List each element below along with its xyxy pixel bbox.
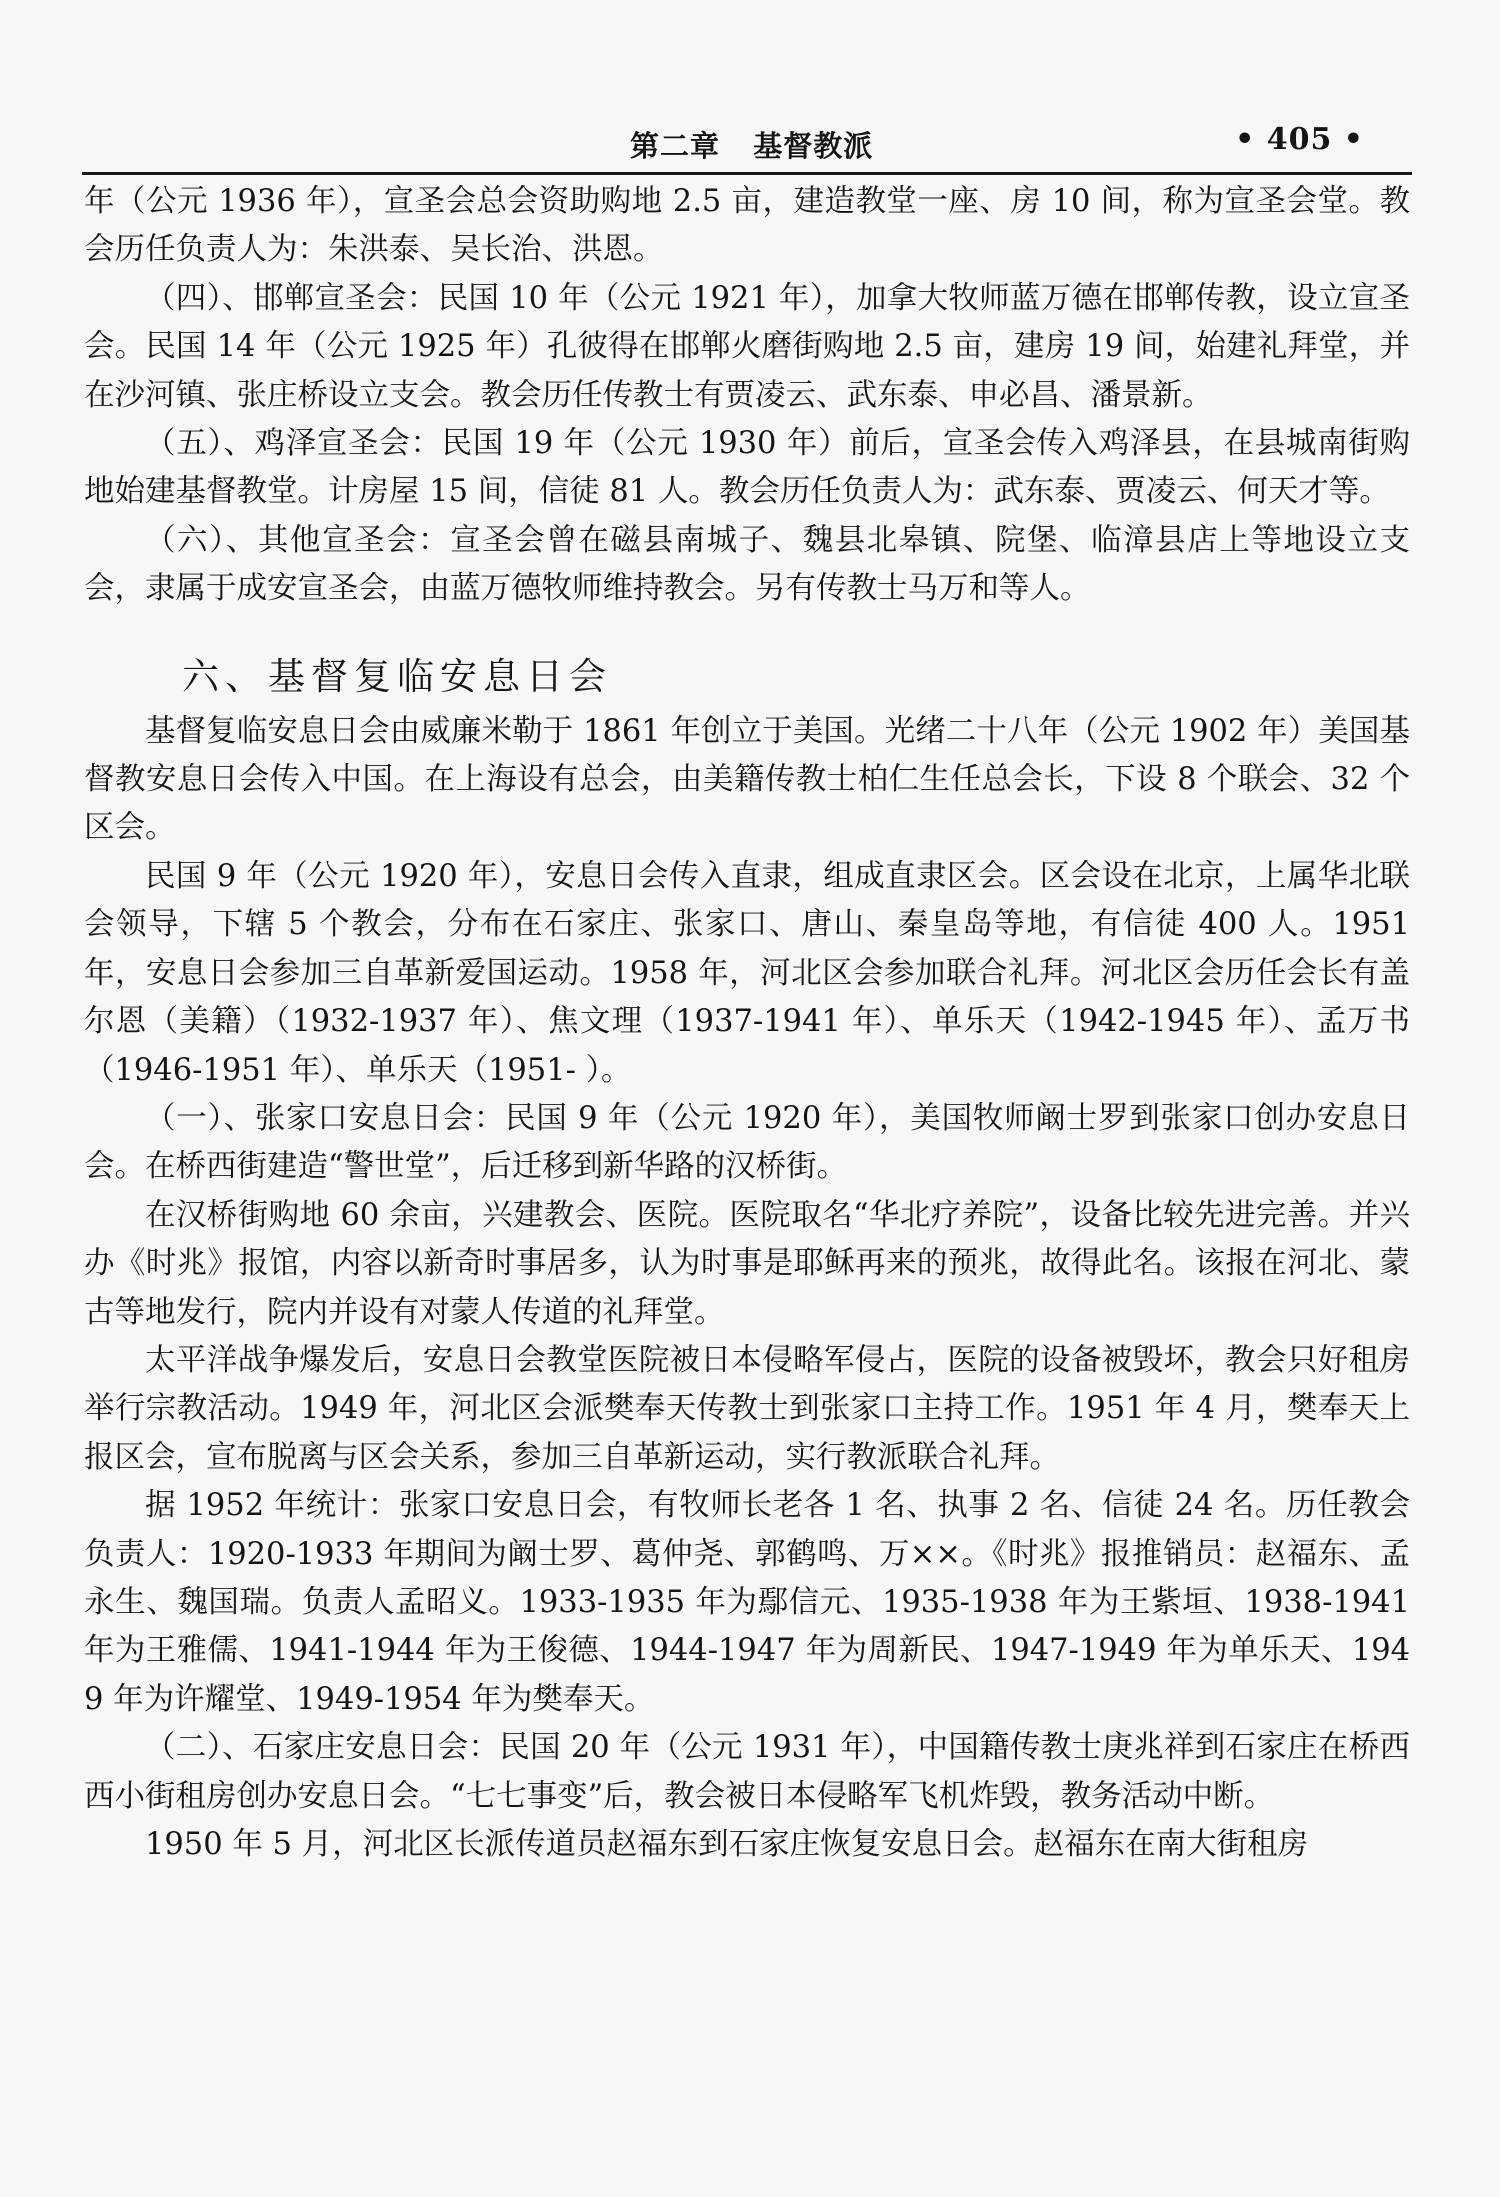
section-heading: 六、基督复临安息日会 bbox=[182, 654, 612, 698]
paragraph-continued: 年（公元 1936 年），宣圣会总会资助购地 2.5 亩，建造教堂一座、房 10 间，称为宣圣会堂。教会历任负责人为：朱洪泰、吴长治、洪恩。 bbox=[84, 184, 1410, 268]
paragraph-statistics: 据 1952 年统计：张家口安息日会，有牧师长老各 1 名、执事 2 名、信徒 24 名。历任教会负责人：1920-1933 年期间为阚士罗、葛仲尧、郭鹤鸣、万××。《时兆》报推销员：赵福东、孟永生、魏国瑞。负责人孟昭义。1933-1935 年为鄢信元、1935-1938 年为王紫垣、1938-1941 年为王雅儒、1941-1944 年为王俊德、1944-1947 年为周新民、1947-1949 年为单乐天、1949 年为许耀堂、1949-1954 年为樊奉天。 bbox=[84, 1488, 1410, 1717]
paragraph-hospital: 在汉桥街购地 60 余亩，兴建教会、医院。医院取名“华北疗养院”，设备比较先进完善。并兴办《时兆》报馆，内容以新奇时事居多，认为时事是耶稣再来的预兆，故得此名。该报在河北、蒙古等地发行，院内并设有对蒙人传道的礼拜堂。 bbox=[84, 1197, 1410, 1330]
running-header bbox=[82, 112, 1412, 175]
paragraph-1950: 1950 年 5 月，河北区长派传道员赵福东到石家庄恢复安息日会。赵福东在南大街租房 bbox=[145, 1827, 1309, 1862]
body-text bbox=[84, 178, 1410, 1869]
paragraph-jize: （五）、鸡泽宣圣会：民国 19 年（公元 1930 年）前后，宣圣会传入鸡泽县，在县城南街购地始建基督教堂。计房屋 15 间，信徒 81 人。教会历任负责人为：武东泰、贾凌云、何天才等。 bbox=[84, 426, 1410, 510]
chapter-title: 第二章 基督教派 bbox=[630, 129, 874, 163]
paragraph-intro: 基督复临安息日会由威廉米勒于 1861 年创立于美国。光绪二十八年（公元 1902 年）美国基督教安息日会传入中国。在上海设有总会，由美籍传教士柏仁生任总会长，下设 8 个联会、32 个区会。 bbox=[84, 713, 1410, 846]
paragraph-shijiazhuang: （二）、石家庄安息日会：民国 20 年（公元 1931 年），中国籍传教士庚兆祥到石家庄在桥西西小街租房创办安息日会。“七七事变”后，教会被日本侵略军飞机炸毁，教务活动中断。 bbox=[84, 1730, 1410, 1814]
paragraph-zhili: 民国 9 年（公元 1920 年），安息日会传入直隶，组成直隶区会。区会设在北京，上属华北联会领导，下辖 5 个教会，分布在石家庄、张家口、唐山、秦皇岛等地，有信徒 400 人。1951 年，安息日会参加三自革新爱国运动。1958 年，河北区会参加联合礼拜。河北区会历任会长有盖尔恩（美籍）（1932-1937 年）、焦文理（1937-1941 年）、单乐天（1942-1945 年）、孟万书（1946-1951 年）、单乐天（1951- ）。 bbox=[84, 858, 1410, 1088]
paragraph-zhangjiakou: （一）、张家口安息日会：民国 9 年（公元 1920 年），美国牧师阚士罗到张家口创办安息日会。在桥西街建造“警世堂”，后迁移到新华路的汉桥街。 bbox=[84, 1100, 1410, 1185]
paragraph-war: 太平洋战争爆发后，安息日会教堂医院被日本侵略军侵占，医院的设备被毁坏，教会只好租房举行宗教活动。1949 年，河北区会派樊奉天传教士到张家口主持工作。1951 年 4 月，樊奉天上报区会，宣布脱离与区会关系，参加三自革新运动，实行教派联合礼拜。 bbox=[84, 1342, 1410, 1475]
paragraph-other-branches: （六）、其他宣圣会：宣圣会曾在磁县南城子、魏县北皋镇、院堡、临漳县店上等地设立支会，隶属于成安宣圣会，由蓝万德牧师维持教会。另有传教士马万和等人。 bbox=[84, 522, 1410, 607]
paragraph-handan: （四）、邯郸宣圣会：民国 10 年（公元 1921 年），加拿大牧师蓝万德在邯郸传教，设立宣圣会。民国 14 年（公元 1925 年）孔彼得在邯郸火磨街购地 2.5 亩，建房 19 间，始建礼拜堂，并在沙河镇、张庄桥设立支会。教会历任传教士有贾凌云、武东泰、申必昌、潘景新。 bbox=[84, 280, 1410, 413]
page-number: • 405 • bbox=[1235, 122, 1364, 157]
